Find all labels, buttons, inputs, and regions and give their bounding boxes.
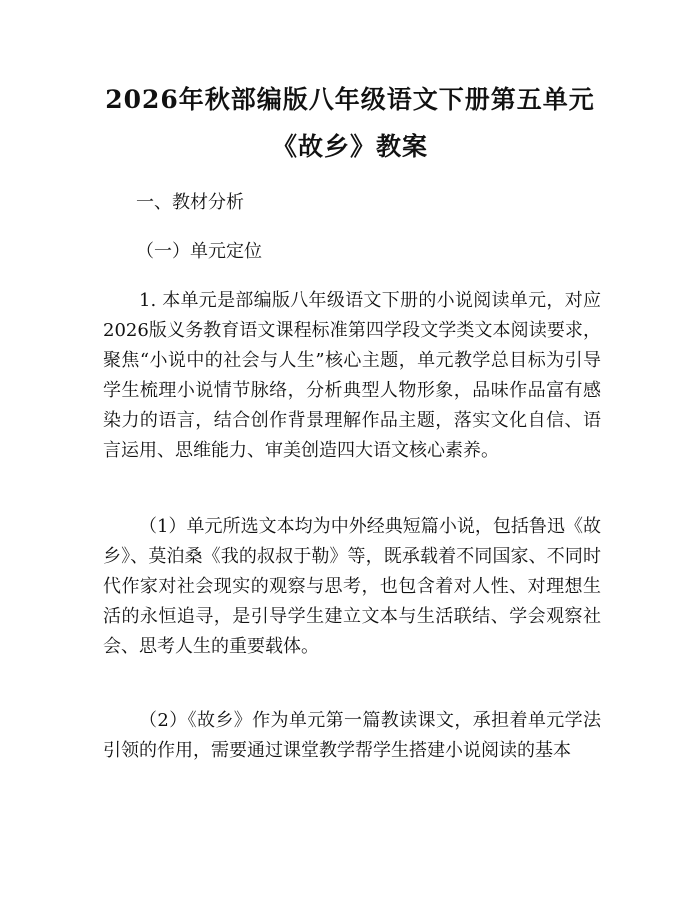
paragraph-1: 1. 本单元是部编版八年级语文下册的小说阅读单元，对应2026版义务教育语文课程标准第四学段文学类文本阅读要求，聚焦“小说中的社会与人生”核心主题，单元教学总目标为引导学生梳理小说情节脉络，分析典型人物形象，品味作品富有感染力的语言，结合创作背景理解作品主题，落实文化自信、语言运用、思维能力、审美创造四大语文核心素养。 (103, 290, 601, 461)
document-title-line-1: 2026年秋部编版八年级语文下册第五单元 (105, 85, 595, 114)
subsection-heading: （一）单元定位 (136, 241, 262, 262)
paragraph-2: （1）单元所选文本均为中外经典短篇小说，包括鲁迅《故乡》、莫泊桑《我的叔叔于勒》等，既承载着不同国家、不同时代作家对社会现实的观察与思考，也包含着对人性、对理想生活的永恒追寻，是引导学生建立文本与生活联结、学会观察社会、思考人生的重要载体。 (103, 516, 601, 657)
document-title-line-2: 《故乡》教案 (271, 132, 428, 161)
paragraph-3: （2）《故乡》作为单元第一篇教读课文，承担着单元学法引领的作用，需要通过课堂教学帮学生搭建小说阅读的基本 (103, 710, 601, 761)
section-heading: 一、教材分析 (136, 192, 244, 213)
